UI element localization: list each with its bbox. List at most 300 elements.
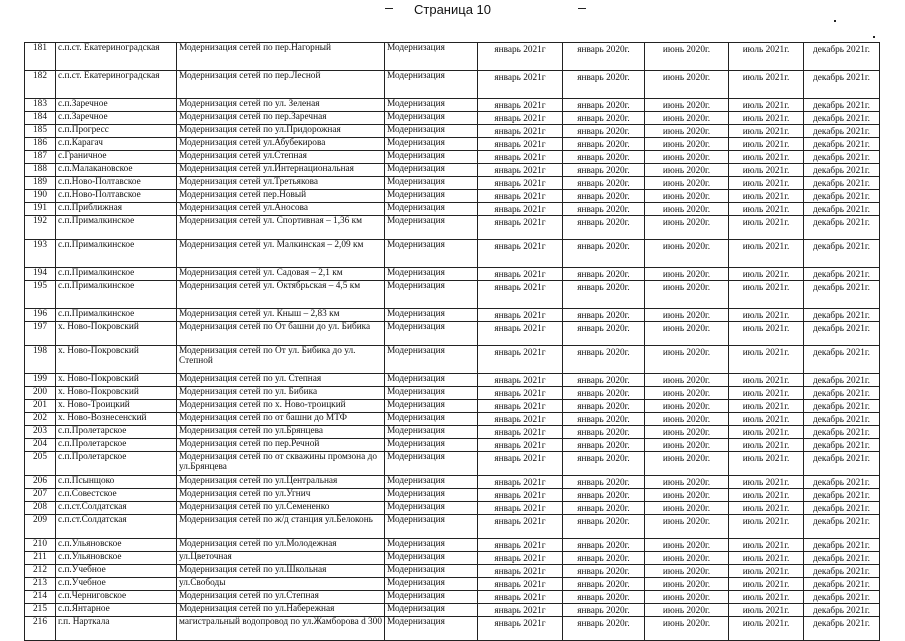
- row-number: 198: [25, 346, 56, 374]
- settlement-cell: х. Ново-Покровский: [56, 346, 177, 374]
- date-cell: январь 2020г.: [563, 309, 645, 322]
- date-cell: июль 2021г.: [729, 578, 804, 591]
- start-date-cell: январь 2021г: [478, 268, 563, 281]
- start-date-cell: январь 2021г: [478, 387, 563, 400]
- start-date-cell: январь 2021г: [478, 617, 563, 641]
- date-cell: январь 2020г.: [563, 240, 645, 268]
- work-description-cell: Модернизация сетей по ул.Набережная: [177, 604, 385, 617]
- date-cell: июнь 2020г.: [645, 346, 729, 374]
- date-cell: июль 2021г.: [729, 112, 804, 125]
- date-cell: июль 2021г.: [729, 617, 804, 641]
- start-date-cell: январь 2021г: [478, 112, 563, 125]
- date-cell: июнь 2020г.: [645, 216, 729, 240]
- date-cell: июль 2021г.: [729, 203, 804, 216]
- settlement-cell: х. Ново-Троицкий: [56, 400, 177, 413]
- work-description-cell: Модернизация сетей ул. Садовая – 2,1 км: [177, 268, 385, 281]
- settlement-cell: с.п.Прималкинское: [56, 216, 177, 240]
- date-cell: июль 2021г.: [729, 439, 804, 452]
- row-number: 200: [25, 387, 56, 400]
- work-description-cell: Модернизация сетей ул. Спортивная – 1,36 км: [177, 216, 385, 240]
- works-table: [24, 42, 880, 641]
- row-number: 210: [25, 539, 56, 552]
- date-cell: июль 2021г.: [729, 452, 804, 476]
- row-number: 195: [25, 281, 56, 309]
- start-date-cell: январь 2021г: [478, 578, 563, 591]
- table-row: [25, 502, 880, 515]
- end-date-cell: декабрь 2021г.: [804, 604, 880, 617]
- table-row: [25, 99, 880, 112]
- start-date-cell: январь 2021г: [478, 240, 563, 268]
- end-date-cell: декабрь 2021г.: [804, 177, 880, 190]
- date-cell: январь 2020г.: [563, 203, 645, 216]
- table-row: [25, 151, 880, 164]
- settlement-cell: с.п.Пролетарское: [56, 426, 177, 439]
- end-date-cell: декабрь 2021г.: [804, 413, 880, 426]
- date-cell: июнь 2020г.: [645, 71, 729, 99]
- work-description-cell: ул.Свободы: [177, 578, 385, 591]
- table-row: [25, 565, 880, 578]
- work-type-cell: Модернизация: [385, 413, 478, 426]
- table-row: [25, 309, 880, 322]
- date-cell: июнь 2020г.: [645, 99, 729, 112]
- date-cell: январь 2020г.: [563, 591, 645, 604]
- work-description-cell: Модернизация сетей ул.Абубекирова: [177, 138, 385, 151]
- work-type-cell: Модернизация: [385, 552, 478, 565]
- settlement-cell: х. Ново-Покровский: [56, 387, 177, 400]
- date-cell: июль 2021г.: [729, 476, 804, 489]
- date-cell: июль 2021г.: [729, 190, 804, 203]
- settlement-cell: с.п.Ново-Полтавское: [56, 177, 177, 190]
- work-description-cell: Модернизация сетей по пер.Речной: [177, 439, 385, 452]
- settlement-cell: с.п.ст.Солдатская: [56, 502, 177, 515]
- work-type-cell: Модернизация: [385, 374, 478, 387]
- work-description-cell: Модернизация сетей ул. Октябрьская – 4,5 км: [177, 281, 385, 309]
- work-type-cell: Модернизация: [385, 346, 478, 374]
- date-cell: январь 2020г.: [563, 151, 645, 164]
- row-number: 201: [25, 400, 56, 413]
- end-date-cell: декабрь 2021г.: [804, 439, 880, 452]
- row-number: 197: [25, 322, 56, 346]
- start-date-cell: январь 2021г: [478, 216, 563, 240]
- table-row: [25, 515, 880, 539]
- start-date-cell: январь 2021г: [478, 565, 563, 578]
- work-description-cell: Модернизация сетей ул.Степная: [177, 151, 385, 164]
- work-description-cell: Модернизация сетей по ул.Угнич: [177, 489, 385, 502]
- date-cell: июнь 2020г.: [645, 439, 729, 452]
- date-cell: июль 2021г.: [729, 489, 804, 502]
- start-date-cell: январь 2021г: [478, 99, 563, 112]
- date-cell: январь 2020г.: [563, 476, 645, 489]
- work-type-cell: Модернизация: [385, 578, 478, 591]
- settlement-cell: с.п.Пролетарское: [56, 452, 177, 476]
- date-cell: январь 2020г.: [563, 281, 645, 309]
- date-cell: июль 2021г.: [729, 71, 804, 99]
- date-cell: июнь 2020г.: [645, 426, 729, 439]
- row-number: 185: [25, 125, 56, 138]
- end-date-cell: декабрь 2021г.: [804, 489, 880, 502]
- row-number: 182: [25, 71, 56, 99]
- settlement-cell: с.п.Прогресс: [56, 125, 177, 138]
- date-cell: январь 2020г.: [563, 502, 645, 515]
- end-date-cell: декабрь 2021г.: [804, 565, 880, 578]
- date-cell: июнь 2020г.: [645, 578, 729, 591]
- end-date-cell: декабрь 2021г.: [804, 309, 880, 322]
- row-number: 216: [25, 617, 56, 641]
- work-type-cell: Модернизация: [385, 309, 478, 322]
- row-number: 199: [25, 374, 56, 387]
- settlement-cell: с.п.Черниговское: [56, 591, 177, 604]
- settlement-cell: с.п.Псынщоко: [56, 476, 177, 489]
- work-type-cell: Модернизация: [385, 43, 478, 71]
- scan-mark: [873, 36, 875, 38]
- work-type-cell: Модернизация: [385, 400, 478, 413]
- date-cell: январь 2020г.: [563, 400, 645, 413]
- row-number: 213: [25, 578, 56, 591]
- date-cell: январь 2020г.: [563, 489, 645, 502]
- table-row: [25, 240, 880, 268]
- end-date-cell: декабрь 2021г.: [804, 426, 880, 439]
- table-row: [25, 374, 880, 387]
- work-type-cell: Модернизация: [385, 539, 478, 552]
- table-row: [25, 604, 880, 617]
- start-date-cell: январь 2021г: [478, 138, 563, 151]
- date-cell: июнь 2020г.: [645, 322, 729, 346]
- row-number: 194: [25, 268, 56, 281]
- date-cell: июль 2021г.: [729, 515, 804, 539]
- work-description-cell: Модернизация сетей по ул.Придорожная: [177, 125, 385, 138]
- work-type-cell: Модернизация: [385, 216, 478, 240]
- date-cell: июль 2021г.: [729, 177, 804, 190]
- date-cell: июль 2021г.: [729, 99, 804, 112]
- work-description-cell: Модернизация сетей по ул. Бибика: [177, 387, 385, 400]
- start-date-cell: январь 2021г: [478, 426, 563, 439]
- table-row: [25, 216, 880, 240]
- date-cell: июль 2021г.: [729, 565, 804, 578]
- date-cell: январь 2020г.: [563, 426, 645, 439]
- scan-mark: [385, 8, 393, 9]
- date-cell: июнь 2020г.: [645, 203, 729, 216]
- date-cell: январь 2020г.: [563, 268, 645, 281]
- start-date-cell: январь 2021г: [478, 515, 563, 539]
- end-date-cell: декабрь 2021г.: [804, 281, 880, 309]
- row-number: 215: [25, 604, 56, 617]
- start-date-cell: январь 2021г: [478, 281, 563, 309]
- date-cell: январь 2020г.: [563, 374, 645, 387]
- end-date-cell: декабрь 2021г.: [804, 400, 880, 413]
- work-type-cell: Модернизация: [385, 476, 478, 489]
- end-date-cell: декабрь 2021г.: [804, 138, 880, 151]
- end-date-cell: декабрь 2021г.: [804, 387, 880, 400]
- settlement-cell: х. Ново-Вознесенский: [56, 413, 177, 426]
- work-type-cell: Модернизация: [385, 439, 478, 452]
- table-row: [25, 203, 880, 216]
- start-date-cell: январь 2021г: [478, 190, 563, 203]
- work-description-cell: Модернизация сетей ул.Аносова: [177, 203, 385, 216]
- work-description-cell: Модернизация сетей по ж/д станция ул.Белоконь: [177, 515, 385, 539]
- settlement-cell: с.п.ст. Екатериноградская: [56, 71, 177, 99]
- table-row: [25, 539, 880, 552]
- table-row: [25, 387, 880, 400]
- date-cell: июнь 2020г.: [645, 489, 729, 502]
- work-description-cell: Модернизация сетей по От башни до ул. Бибика: [177, 322, 385, 346]
- table-row: [25, 71, 880, 99]
- row-number: 209: [25, 515, 56, 539]
- end-date-cell: декабрь 2021г.: [804, 216, 880, 240]
- date-cell: январь 2020г.: [563, 515, 645, 539]
- date-cell: июль 2021г.: [729, 426, 804, 439]
- settlement-cell: с.п.ст.Солдатская: [56, 515, 177, 539]
- date-cell: июль 2021г.: [729, 374, 804, 387]
- settlement-cell: х. Ново-Покровский: [56, 374, 177, 387]
- date-cell: январь 2020г.: [563, 71, 645, 99]
- end-date-cell: декабрь 2021г.: [804, 539, 880, 552]
- date-cell: январь 2020г.: [563, 138, 645, 151]
- date-cell: июнь 2020г.: [645, 177, 729, 190]
- date-cell: июль 2021г.: [729, 151, 804, 164]
- end-date-cell: декабрь 2021г.: [804, 578, 880, 591]
- row-number: 184: [25, 112, 56, 125]
- table-row: [25, 617, 880, 641]
- row-number: 193: [25, 240, 56, 268]
- work-type-cell: Модернизация: [385, 426, 478, 439]
- settlement-cell: с.п.Заречное: [56, 112, 177, 125]
- date-cell: январь 2020г.: [563, 43, 645, 71]
- settlement-cell: с.п.Прималкинское: [56, 281, 177, 309]
- row-number: 207: [25, 489, 56, 502]
- date-cell: июль 2021г.: [729, 552, 804, 565]
- date-cell: июль 2021г.: [729, 413, 804, 426]
- date-cell: январь 2020г.: [563, 413, 645, 426]
- date-cell: июнь 2020г.: [645, 138, 729, 151]
- table-row: [25, 177, 880, 190]
- start-date-cell: январь 2021г: [478, 43, 563, 71]
- table-row: [25, 413, 880, 426]
- table-row: [25, 43, 880, 71]
- end-date-cell: декабрь 2021г.: [804, 151, 880, 164]
- date-cell: июль 2021г.: [729, 268, 804, 281]
- start-date-cell: январь 2021г: [478, 439, 563, 452]
- table-row: [25, 578, 880, 591]
- date-cell: январь 2020г.: [563, 346, 645, 374]
- date-cell: июнь 2020г.: [645, 552, 729, 565]
- settlement-cell: с.п.Малакановское: [56, 164, 177, 177]
- work-description-cell: Модернизация сетей по От ул. Бибика до ул. Степной: [177, 346, 385, 374]
- row-number: 211: [25, 552, 56, 565]
- work-type-cell: Модернизация: [385, 99, 478, 112]
- date-cell: июнь 2020г.: [645, 591, 729, 604]
- end-date-cell: декабрь 2021г.: [804, 203, 880, 216]
- table-row: [25, 452, 880, 476]
- end-date-cell: декабрь 2021г.: [804, 125, 880, 138]
- date-cell: январь 2020г.: [563, 387, 645, 400]
- date-cell: январь 2020г.: [563, 565, 645, 578]
- page-title: Страница 10: [414, 2, 491, 17]
- row-number: 196: [25, 309, 56, 322]
- settlement-cell: с.Граничное: [56, 151, 177, 164]
- work-type-cell: Модернизация: [385, 322, 478, 346]
- date-cell: июнь 2020г.: [645, 452, 729, 476]
- row-number: 212: [25, 565, 56, 578]
- work-type-cell: Модернизация: [385, 489, 478, 502]
- table-row: [25, 138, 880, 151]
- date-cell: январь 2020г.: [563, 617, 645, 641]
- row-number: 190: [25, 190, 56, 203]
- date-cell: июль 2021г.: [729, 387, 804, 400]
- table-row: [25, 268, 880, 281]
- table-row: [25, 552, 880, 565]
- row-number: 205: [25, 452, 56, 476]
- end-date-cell: декабрь 2021г.: [804, 240, 880, 268]
- date-cell: июль 2021г.: [729, 591, 804, 604]
- row-number: 208: [25, 502, 56, 515]
- end-date-cell: декабрь 2021г.: [804, 476, 880, 489]
- row-number: 189: [25, 177, 56, 190]
- row-number: 186: [25, 138, 56, 151]
- date-cell: июль 2021г.: [729, 604, 804, 617]
- table-row: [25, 426, 880, 439]
- end-date-cell: декабрь 2021г.: [804, 71, 880, 99]
- end-date-cell: декабрь 2021г.: [804, 268, 880, 281]
- settlement-cell: с.п.Ульяновское: [56, 552, 177, 565]
- row-number: 181: [25, 43, 56, 71]
- end-date-cell: декабрь 2021г.: [804, 346, 880, 374]
- start-date-cell: январь 2021г: [478, 413, 563, 426]
- scan-mark: [578, 8, 586, 9]
- start-date-cell: январь 2021г: [478, 374, 563, 387]
- work-type-cell: Модернизация: [385, 190, 478, 203]
- start-date-cell: январь 2021г: [478, 476, 563, 489]
- start-date-cell: январь 2021г: [478, 400, 563, 413]
- date-cell: июнь 2020г.: [645, 240, 729, 268]
- date-cell: январь 2020г.: [563, 164, 645, 177]
- date-cell: июнь 2020г.: [645, 43, 729, 71]
- end-date-cell: декабрь 2021г.: [804, 322, 880, 346]
- start-date-cell: январь 2021г: [478, 346, 563, 374]
- work-description-cell: Модернизация сетей по ул.Семененко: [177, 502, 385, 515]
- date-cell: июль 2021г.: [729, 240, 804, 268]
- date-cell: январь 2020г.: [563, 112, 645, 125]
- row-number: 202: [25, 413, 56, 426]
- table-row: [25, 439, 880, 452]
- work-description-cell: Модернизация сетей по пер.Заречная: [177, 112, 385, 125]
- row-number: 191: [25, 203, 56, 216]
- date-cell: июль 2021г.: [729, 216, 804, 240]
- work-description-cell: Модернизация сетей по пер.Нагорный: [177, 43, 385, 71]
- start-date-cell: январь 2021г: [478, 322, 563, 346]
- work-type-cell: Модернизация: [385, 565, 478, 578]
- work-type-cell: Модернизация: [385, 268, 478, 281]
- date-cell: июнь 2020г.: [645, 515, 729, 539]
- date-cell: июнь 2020г.: [645, 476, 729, 489]
- date-cell: июнь 2020г.: [645, 565, 729, 578]
- date-cell: июль 2021г.: [729, 539, 804, 552]
- date-cell: январь 2020г.: [563, 322, 645, 346]
- date-cell: июнь 2020г.: [645, 151, 729, 164]
- date-cell: июль 2021г.: [729, 309, 804, 322]
- date-cell: январь 2020г.: [563, 216, 645, 240]
- settlement-cell: с.п.Прималкинское: [56, 240, 177, 268]
- date-cell: июль 2021г.: [729, 43, 804, 71]
- table-row: [25, 281, 880, 309]
- date-cell: январь 2020г.: [563, 578, 645, 591]
- date-cell: июнь 2020г.: [645, 617, 729, 641]
- table-row: [25, 190, 880, 203]
- work-description-cell: Модернизация сетей пер.Новый: [177, 190, 385, 203]
- work-type-cell: Модернизация: [385, 125, 478, 138]
- date-cell: июнь 2020г.: [645, 281, 729, 309]
- settlement-cell: с.п.Ново-Полтавское: [56, 190, 177, 203]
- date-cell: июнь 2020г.: [645, 112, 729, 125]
- date-cell: июнь 2020г.: [645, 309, 729, 322]
- start-date-cell: январь 2021г: [478, 489, 563, 502]
- work-type-cell: Модернизация: [385, 177, 478, 190]
- date-cell: июнь 2020г.: [645, 539, 729, 552]
- table-row: [25, 322, 880, 346]
- row-number: 206: [25, 476, 56, 489]
- start-date-cell: январь 2021г: [478, 604, 563, 617]
- end-date-cell: декабрь 2021г.: [804, 452, 880, 476]
- date-cell: июнь 2020г.: [645, 413, 729, 426]
- date-cell: июль 2021г.: [729, 502, 804, 515]
- settlement-cell: х. Ново-Покровский: [56, 322, 177, 346]
- date-cell: январь 2020г.: [563, 125, 645, 138]
- work-description-cell: Модернизация сетей по ул.Брянцева: [177, 426, 385, 439]
- work-type-cell: Модернизация: [385, 604, 478, 617]
- settlement-cell: с.п.Заречное: [56, 99, 177, 112]
- date-cell: январь 2020г.: [563, 439, 645, 452]
- work-type-cell: Модернизация: [385, 515, 478, 539]
- settlement-cell: с.п.Приближная: [56, 203, 177, 216]
- date-cell: июнь 2020г.: [645, 400, 729, 413]
- start-date-cell: январь 2021г: [478, 591, 563, 604]
- date-cell: июль 2021г.: [729, 400, 804, 413]
- table-row: [25, 112, 880, 125]
- date-cell: январь 2020г.: [563, 539, 645, 552]
- start-date-cell: январь 2021г: [478, 71, 563, 99]
- table-row: [25, 476, 880, 489]
- date-cell: июнь 2020г.: [645, 374, 729, 387]
- work-type-cell: Модернизация: [385, 591, 478, 604]
- work-description-cell: Модернизация сетей по ул.Центральная: [177, 476, 385, 489]
- table-row: [25, 489, 880, 502]
- start-date-cell: январь 2021г: [478, 502, 563, 515]
- settlement-cell: с.п.Янтарное: [56, 604, 177, 617]
- table-row: [25, 125, 880, 138]
- work-description-cell: Модернизация сетей по от скважины промзона до ул.Брянцева: [177, 452, 385, 476]
- table-row: [25, 400, 880, 413]
- work-type-cell: Модернизация: [385, 138, 478, 151]
- table-row: [25, 164, 880, 177]
- work-type-cell: Модернизация: [385, 617, 478, 641]
- date-cell: июль 2021г.: [729, 138, 804, 151]
- start-date-cell: январь 2021г: [478, 164, 563, 177]
- settlement-cell: с.п.Карагач: [56, 138, 177, 151]
- start-date-cell: январь 2021г: [478, 151, 563, 164]
- settlement-cell: г.п. Нарткала: [56, 617, 177, 641]
- work-description-cell: Модернизация сетей по ул.Молодежная: [177, 539, 385, 552]
- work-description-cell: Модернизация сетей по от башни до МТФ: [177, 413, 385, 426]
- end-date-cell: декабрь 2021г.: [804, 552, 880, 565]
- settlement-cell: с.п.ст. Екатериноградская: [56, 43, 177, 71]
- work-type-cell: Модернизация: [385, 112, 478, 125]
- row-number: 188: [25, 164, 56, 177]
- table-row: [25, 591, 880, 604]
- date-cell: июнь 2020г.: [645, 268, 729, 281]
- work-type-cell: Модернизация: [385, 203, 478, 216]
- work-description-cell: Модернизация сетей ул.Третьякова: [177, 177, 385, 190]
- work-description-cell: Модернизация сетей по ул.Степная: [177, 591, 385, 604]
- end-date-cell: декабрь 2021г.: [804, 112, 880, 125]
